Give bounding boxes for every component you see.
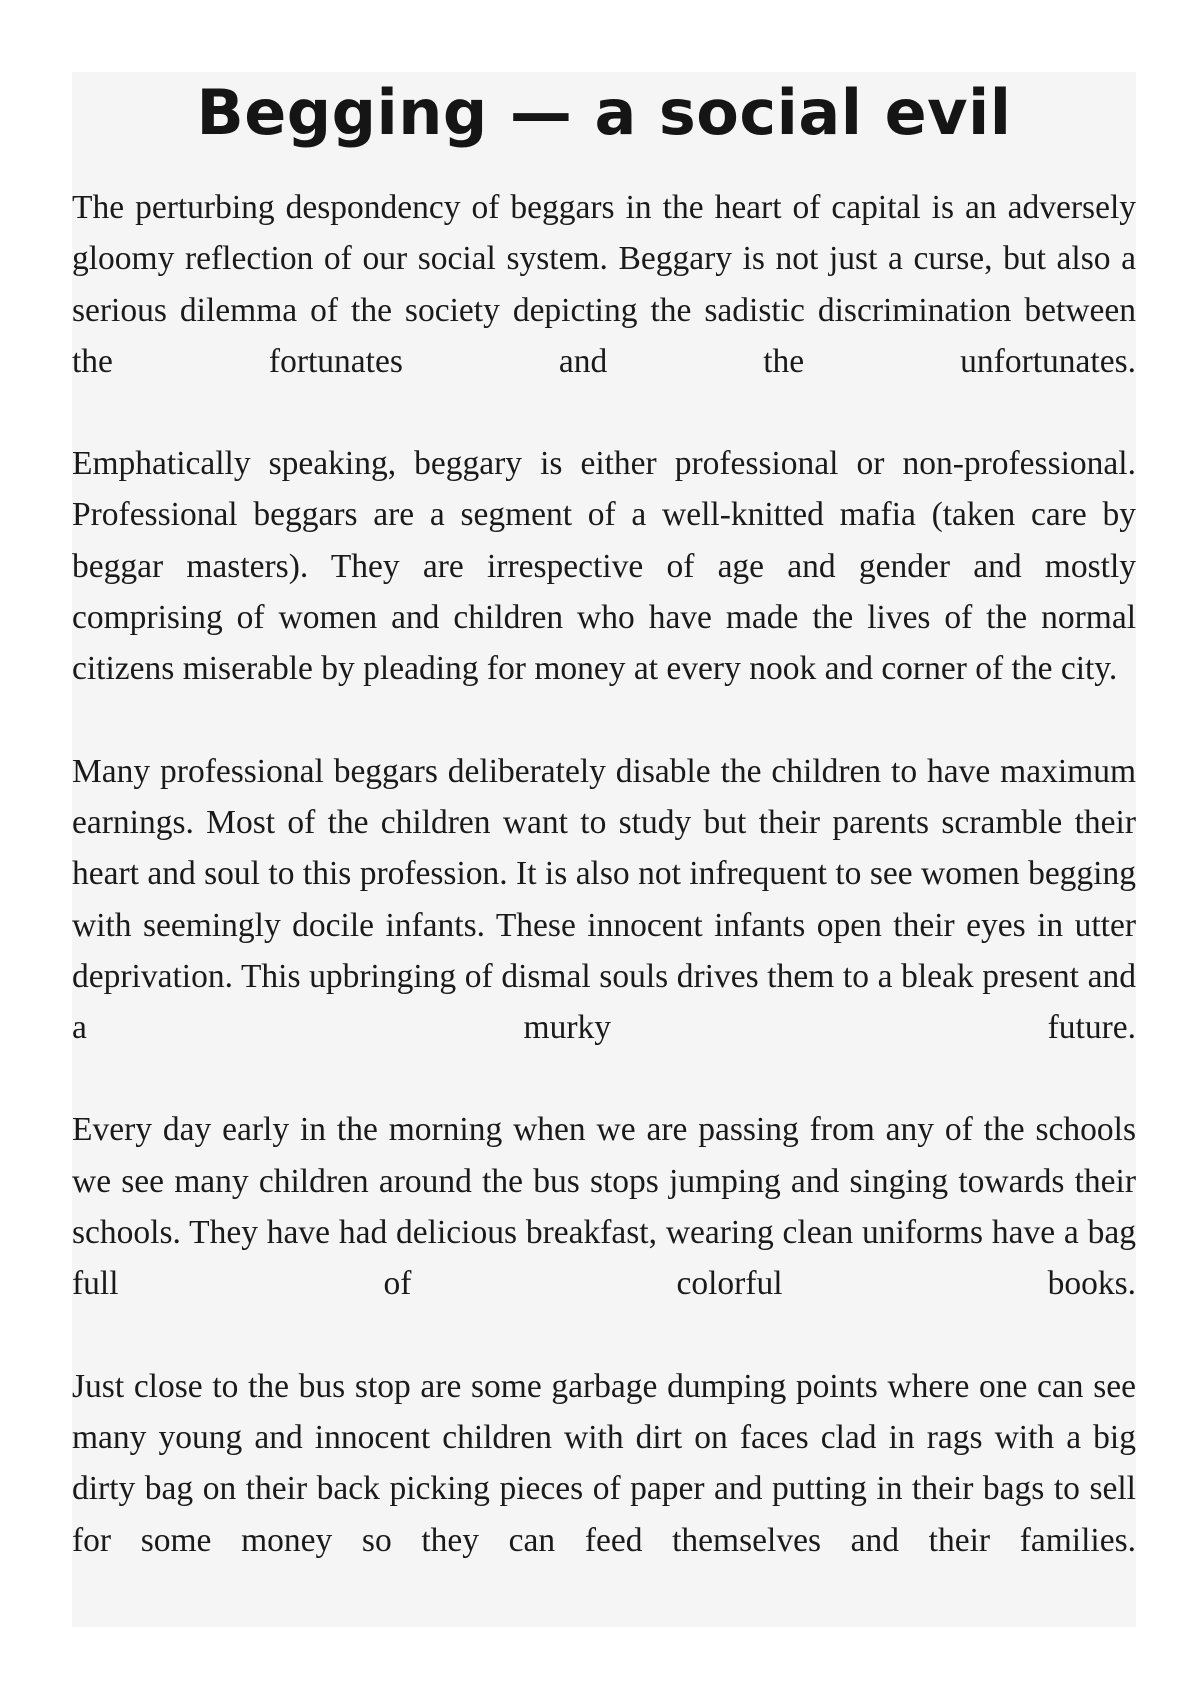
document-page	[72, 72, 1136, 1627]
document-body	[72, 182, 1136, 1566]
paragraph-3: Many professional beggars deliberately disable the children to have maximum earnings. Most of the children want to study but their parents scramble their heart and soul to this profession. It is also not infrequent to see women begging with seemingly docile infants. These innocent infants open their eyes in utter deprivation. This upbringing of dismal souls drives them to a bleak present and a murky future.	[72, 752, 1136, 1047]
paragraph-4: Every day early in the morning when we are passing from any of the schools we see many children around the bus stops jumping and singing towards their schools. They have had delicious breakfast, wearing clean uniforms have a bag full of colorful books.	[72, 1111, 1136, 1303]
paragraph-5: Just close to the bus stop are some garbage dumping points where one can see many young and innocent children with dirt on faces clad in rags with a big dirty bag on their back picking pieces of paper and putting in their bags to sell for some money so they can feed themselves and their families.	[72, 1367, 1136, 1559]
paragraph-1: The perturbing despondency of beggars in the heart of capital is an adversely gloomy reflection of our social system. Beggary is not just a curse, but also a serious dilemma of the society depicting the sadistic discrimination between the fortunates and the unfortunates.	[72, 189, 1136, 380]
page-title: Begging — a social evil	[196, 76, 1012, 149]
paragraph-2: Emphatically speaking, beggary is either professional or non-professional. Professional beggars are a segment of a well-knitted mafia (taken care by beggar masters). They are irrespective of age and gender and mostly comprising of women and children who have made the lives of the normal citizens miserable by pleading for money at every nook and corner of the city.	[72, 445, 1136, 688]
